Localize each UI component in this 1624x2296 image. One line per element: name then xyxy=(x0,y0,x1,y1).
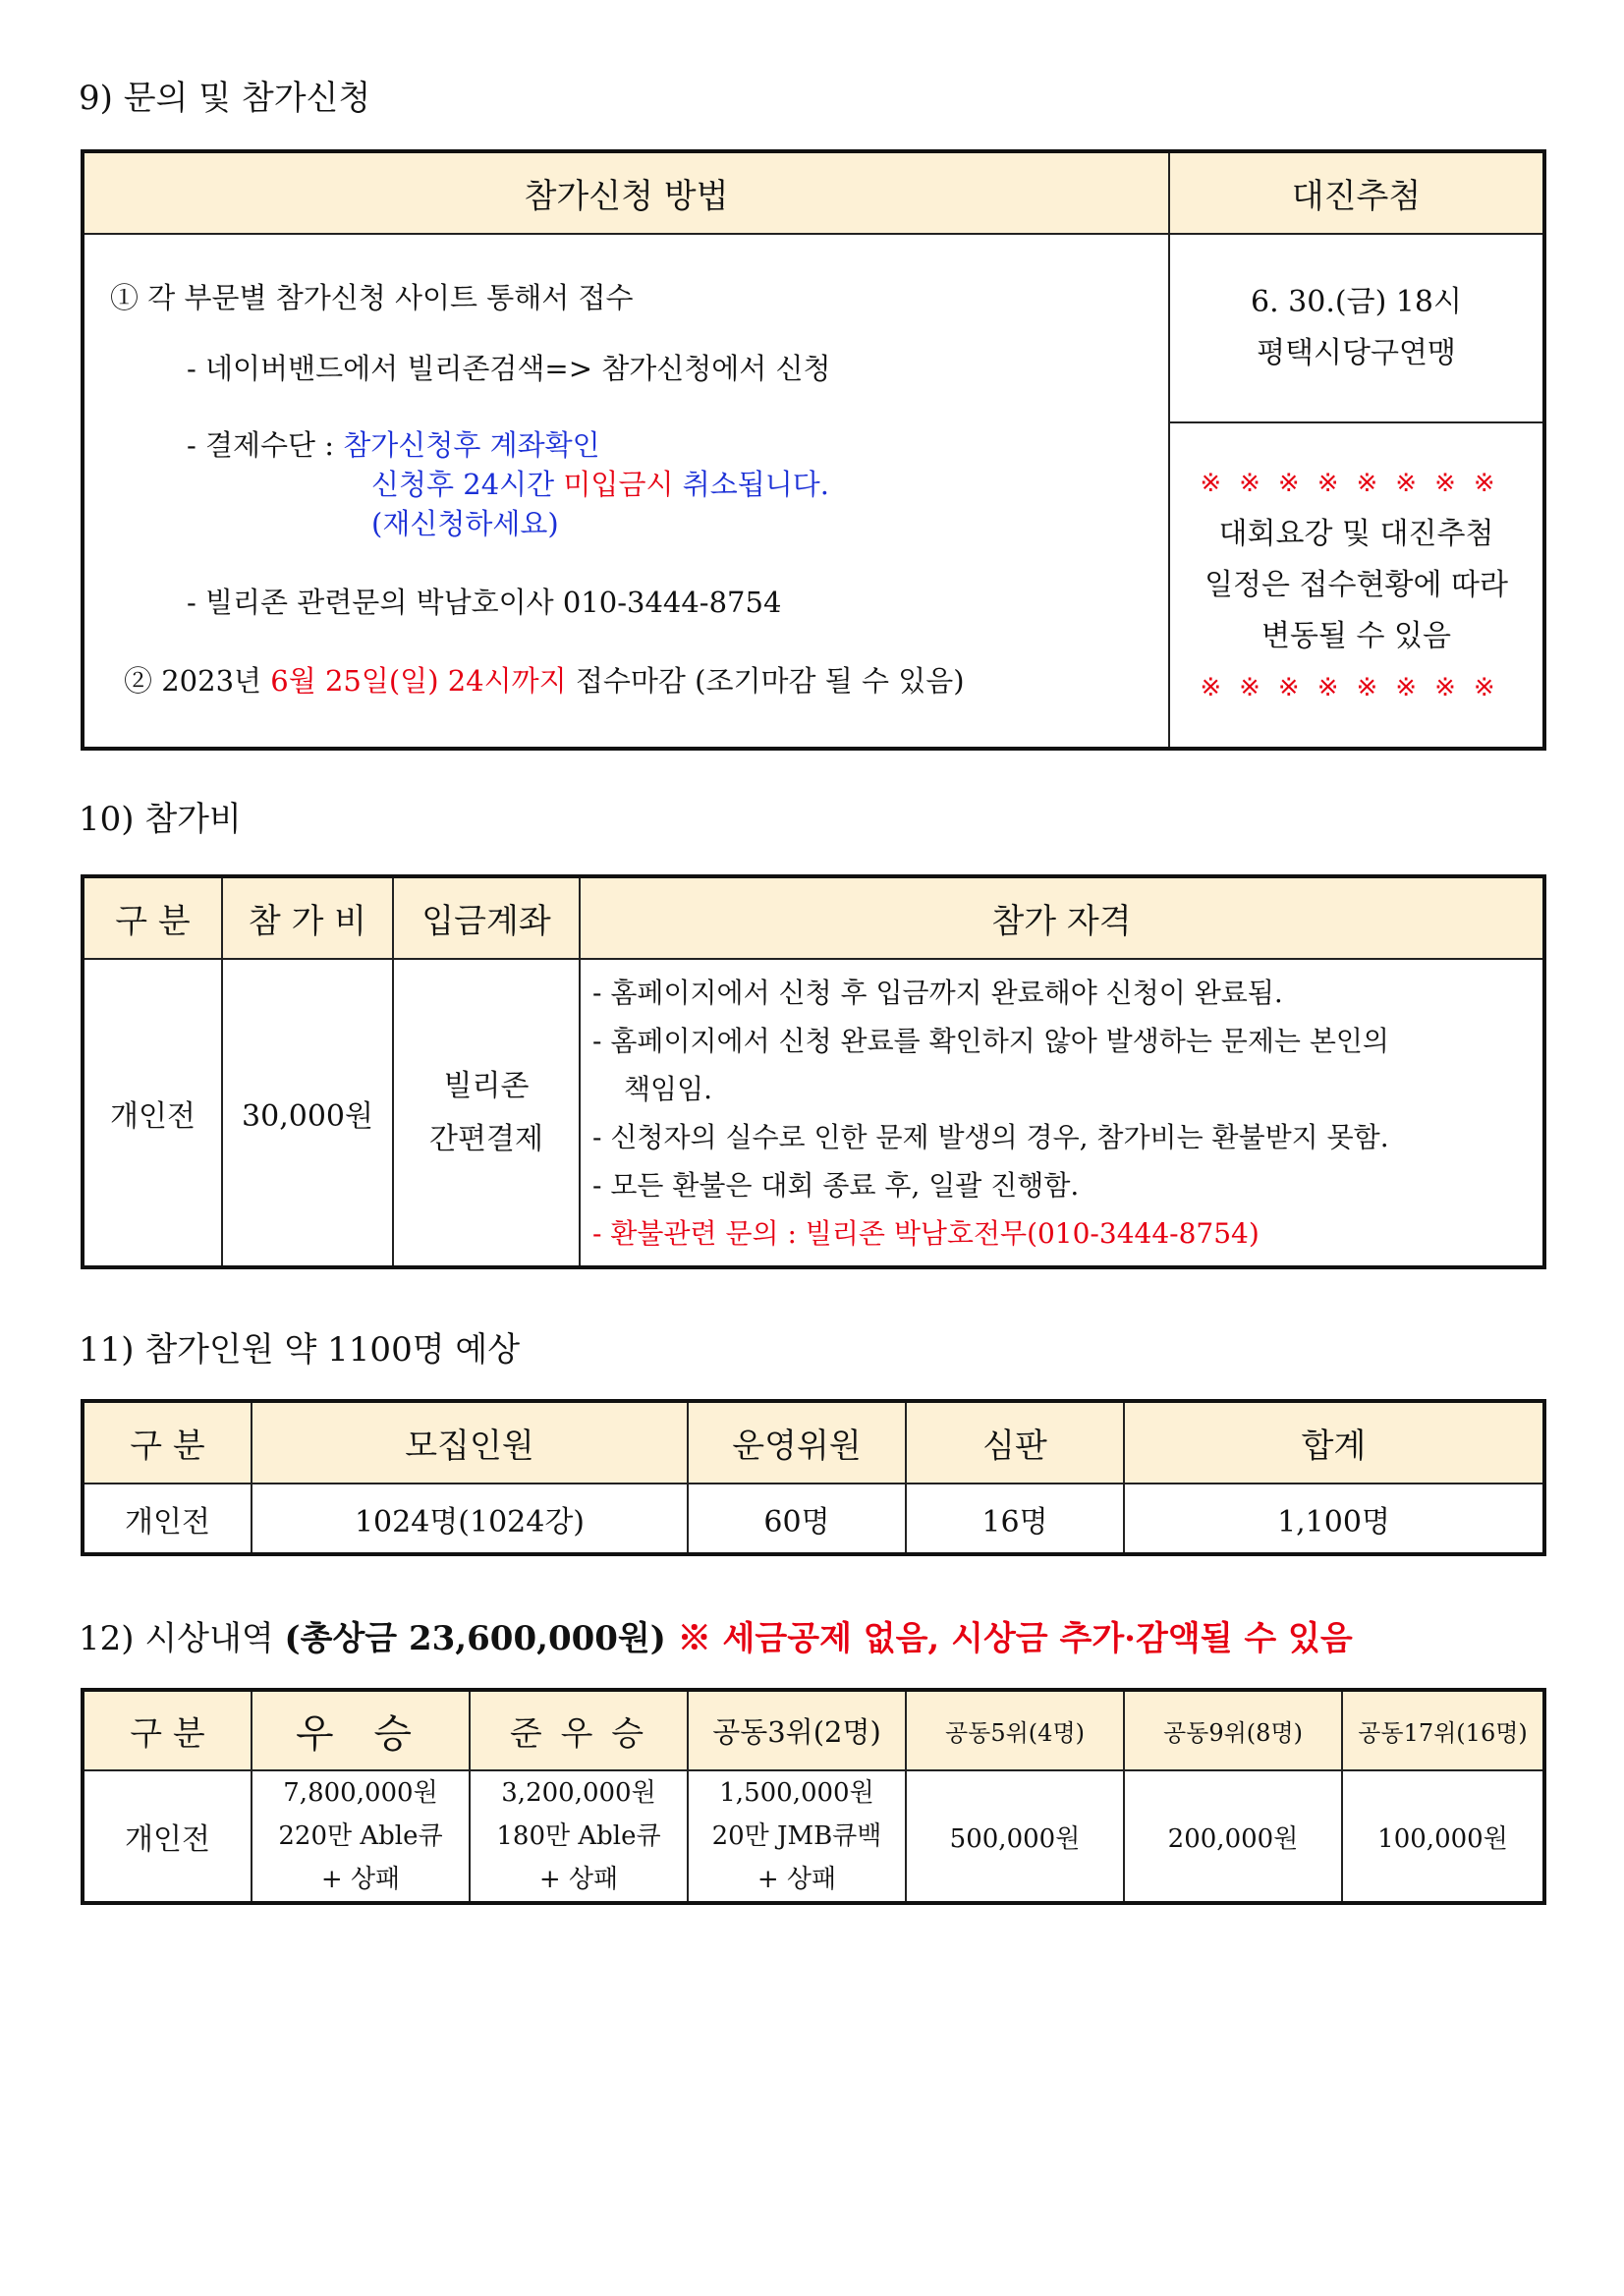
method-cell xyxy=(83,234,1169,749)
qualification-1: - 홈페이지에서 신청 후 입금까지 완료해야 신청이 완료됨. xyxy=(592,976,1283,1009)
application-table xyxy=(81,149,1546,751)
section-12-title-a: 12) 시상내역 xyxy=(79,1619,285,1658)
prize-runner-plaque: + 상패 xyxy=(538,1865,619,1894)
prize-notice: ※ 세금공제 없음, 시상금 추가·감액될 수 있음 xyxy=(665,1619,1353,1658)
prize-runner-amount: 3,200,000원 xyxy=(501,1778,656,1808)
section-10-title: 10) 참가비 xyxy=(79,800,242,839)
prize-win-amount: 7,800,000원 xyxy=(283,1778,438,1808)
header-draw: 대진추첨 xyxy=(1169,151,1544,234)
notice-line-2: 일정은 접수현황에 따라 xyxy=(1204,567,1508,602)
prize-header-runner: 준 우 승 xyxy=(470,1690,688,1770)
qualification-4: - 모든 환불은 대회 종료 후, 일괄 진행함. xyxy=(592,1168,1080,1202)
prize-third xyxy=(688,1770,906,1903)
participants-header-staff: 운영위원 xyxy=(688,1401,906,1484)
participants-category: 개인전 xyxy=(83,1484,252,1554)
participants-staff: 60명 xyxy=(688,1484,906,1554)
prize-third-plaque: + 상패 xyxy=(756,1865,837,1894)
notice-line-3: 변동될 수 있음 xyxy=(1261,618,1451,653)
fee-header-category: 구 분 xyxy=(83,876,222,959)
participants-header-total: 합계 xyxy=(1124,1401,1544,1484)
deadline-text-a: ② 2023년 xyxy=(124,664,271,698)
qualification-5: - 환불관련 문의 : 빌리존 박남호전무(010-3444-8754) xyxy=(592,1216,1260,1250)
method-item-1a: - 네이버밴드에서 빌리존검색=> 참가신청에서 신청 xyxy=(187,352,831,385)
participants-table xyxy=(81,1399,1546,1556)
contact-line: - 빌리존 관련문의 박남호이사 010-3444-8754 xyxy=(187,586,782,619)
qualification-cell xyxy=(580,959,1544,1267)
payment-label: - 결제수단 : xyxy=(187,428,344,462)
fee-header-qualification: 참가 자격 xyxy=(580,876,1544,959)
prize-win xyxy=(252,1770,470,1903)
payment-text-3: (재신청하세요) xyxy=(371,507,559,540)
method-item-1: ① 각 부문별 참가신청 사이트 통해서 접수 xyxy=(110,281,634,314)
payment-text-2c: 취소됩니다. xyxy=(673,468,829,501)
fee-header-fee: 참 가 비 xyxy=(222,876,393,959)
participants-recruit: 1024명(1024강) xyxy=(252,1484,688,1554)
prize-third-amount: 1,500,000원 xyxy=(719,1778,874,1808)
payment-text-2b: 미입금시 xyxy=(563,468,674,501)
section-12-title xyxy=(79,1611,1353,1659)
payment-line xyxy=(187,423,600,464)
prize-runner xyxy=(470,1770,688,1903)
prize-header-category: 구 분 xyxy=(83,1690,252,1770)
section-9-title: 9) 문의 및 참가신청 xyxy=(79,79,371,118)
header-method: 참가신청 방법 xyxy=(83,151,1169,234)
prize-runner-item: 180만 Able큐 xyxy=(496,1821,661,1851)
participants-header-recruit: 모집인원 xyxy=(252,1401,688,1484)
fee-header-account: 입금계좌 xyxy=(393,876,580,959)
deadline-date: 6월 25일(일) 24시까지 xyxy=(270,664,567,698)
prize-table xyxy=(81,1688,1546,1905)
fee-account-line-2: 간편결제 xyxy=(429,1121,543,1156)
prize-ninth: 200,000원 xyxy=(1124,1770,1342,1903)
payment-text-2a: 신청후 24시간 xyxy=(371,468,564,501)
prize-header-fifth: 공동5위(4명) xyxy=(906,1690,1124,1770)
notice-marks-bottom: ※※※※※※※※ xyxy=(1200,672,1513,702)
draw-date: 6. 30.(금) 18시 xyxy=(1251,285,1462,319)
prize-third-item: 20만 JMB큐백 xyxy=(711,1821,882,1851)
prize-header-seventeenth: 공동17위(16명) xyxy=(1342,1690,1544,1770)
payment-text-1: 참가신청후 계좌확인 xyxy=(343,428,600,462)
prize-category: 개인전 xyxy=(83,1770,252,1903)
fee-category: 개인전 xyxy=(83,959,222,1267)
fee-account xyxy=(393,959,580,1267)
fee-amount: 30,000원 xyxy=(222,959,393,1267)
prize-total: (총상금 23,600,000원) xyxy=(284,1619,666,1658)
qualification-2b: 책임임. xyxy=(624,1072,713,1105)
notice-cell xyxy=(1169,422,1544,749)
draw-place: 평택시당구연맹 xyxy=(1257,336,1456,370)
notice-marks-top: ※※※※※※※※ xyxy=(1200,468,1513,498)
deadline-text-c: 접수마감 (조기마감 될 수 있음) xyxy=(566,664,965,698)
participants-total: 1,100명 xyxy=(1124,1484,1544,1554)
participants-referee: 16명 xyxy=(906,1484,1124,1554)
draw-cell xyxy=(1169,234,1544,422)
deadline-line xyxy=(124,659,965,700)
payment-line-2 xyxy=(371,463,829,503)
participants-header-category: 구 분 xyxy=(83,1401,252,1484)
prize-header-win: 우 승 xyxy=(252,1690,470,1770)
fee-account-line-1: 빌리존 xyxy=(443,1068,530,1103)
prize-seventeenth: 100,000원 xyxy=(1342,1770,1544,1903)
prize-header-third: 공동3위(2명) xyxy=(688,1690,906,1770)
qualification-2a: - 홈페이지에서 신청 완료를 확인하지 않아 발생하는 문제는 본인의 xyxy=(592,1024,1389,1057)
prize-header-ninth: 공동9위(8명) xyxy=(1124,1690,1342,1770)
notice-line-1: 대회요강 및 대진추첨 xyxy=(1218,516,1494,551)
prize-win-plaque: + 상패 xyxy=(320,1865,401,1894)
fee-table xyxy=(81,874,1546,1269)
section-11-title: 11) 참가인원 약 1100명 예상 xyxy=(79,1330,521,1370)
qualification-3: - 신청자의 실수로 인한 문제 발생의 경우, 참가비는 환불받지 못함. xyxy=(592,1120,1389,1153)
prize-fifth: 500,000원 xyxy=(906,1770,1124,1903)
participants-header-referee: 심판 xyxy=(906,1401,1124,1484)
prize-win-item: 220만 Able큐 xyxy=(278,1821,443,1851)
